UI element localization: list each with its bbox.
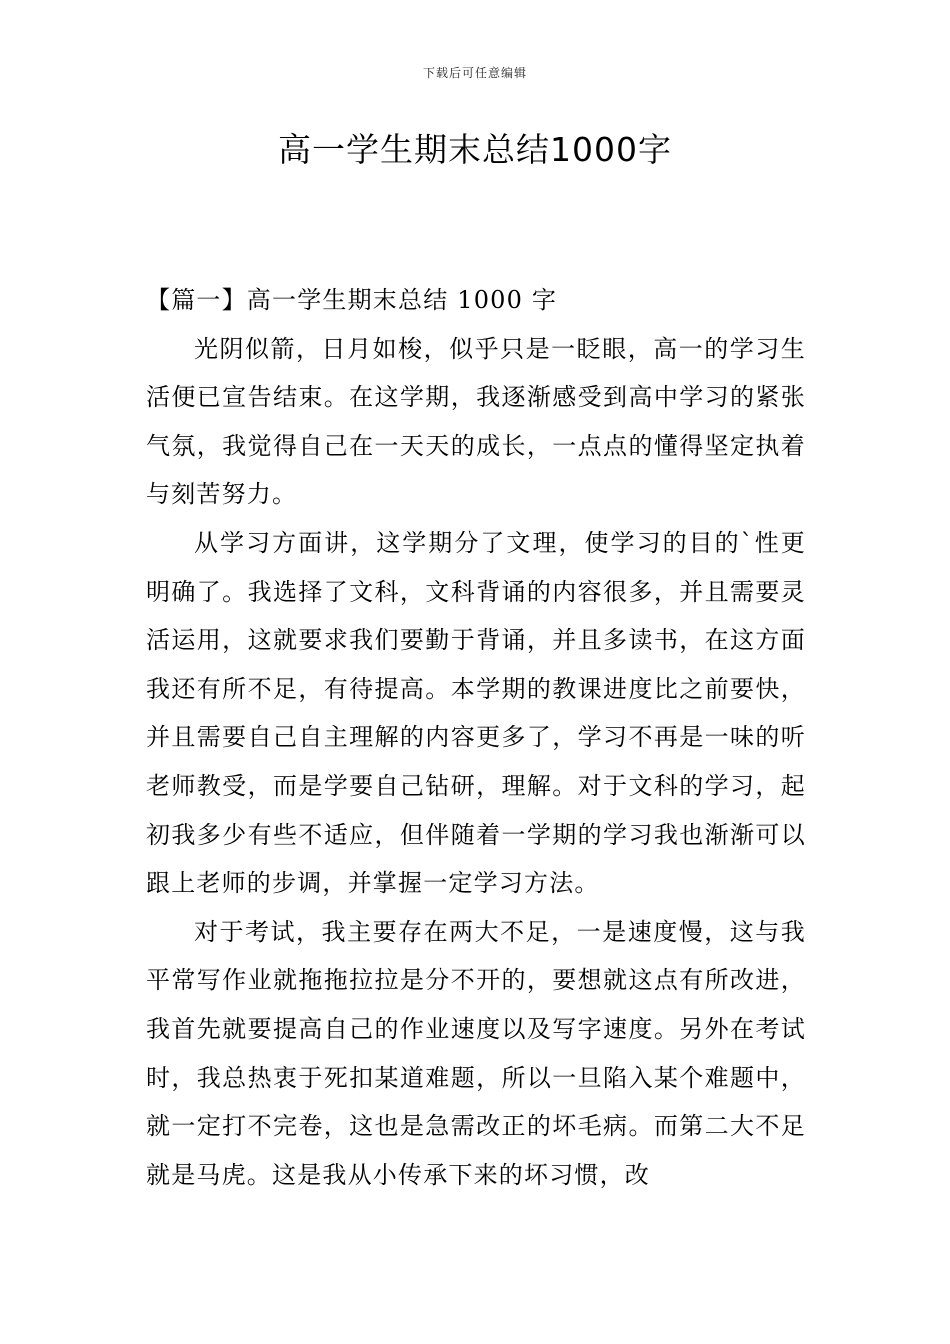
document-title: 高一学生期末总结1000字 [278, 130, 672, 169]
paragraph-3: 对于考试，我主要存在两大不足，一是速度慢，这与我平常写作业就拖拖拉拉是分不开的，要想就这点有所改进，我首先就要提高自己的作业速度以及写字速度。另外在考试时，我总热衷于死扣某道难题，所以一旦陷入某个难题中，就一定打不完卷，这也是急需改正的坏毛病。而第二大不足就是马虎。这是我从小传承下来的坏习惯，改 [146, 917, 806, 1189]
header-note: 下载后可任意编辑 [422, 66, 527, 80]
paragraph-1: 光阴似箭，日月如梭，似乎只是一眨眼，高一的学习生活便已宣告结束。在这学期，我逐渐感受到高中学习的紧张气氛，我觉得自己在一天天的成长，一点点的懂得坚定执着与刻苦努力。 [146, 334, 806, 509]
paragraph-2: 从学习方面讲，这学期分了文理，使学习的目的`性更明确了。我选择了文科，文科背诵的内容很多，并且需要灵活运用，这就要求我们要勤于背诵，并且多读书，在这方面我还有所不足，有待提高。本学期的教课进度比之前要快，并且需要自己自主理解的内容更多了，学习不再是一味的听老师教受，而是学要自己钻研，理解。对于文科的学习，起初我多少有些不适应，但伴随着一学期的学习我也渐渐可以跟上老师的步调，并掌握一定学习方法。 [146, 528, 806, 898]
section-heading: 【篇一】高一学生期末总结 1000 字 [146, 286, 558, 314]
document-body [146, 276, 806, 1199]
